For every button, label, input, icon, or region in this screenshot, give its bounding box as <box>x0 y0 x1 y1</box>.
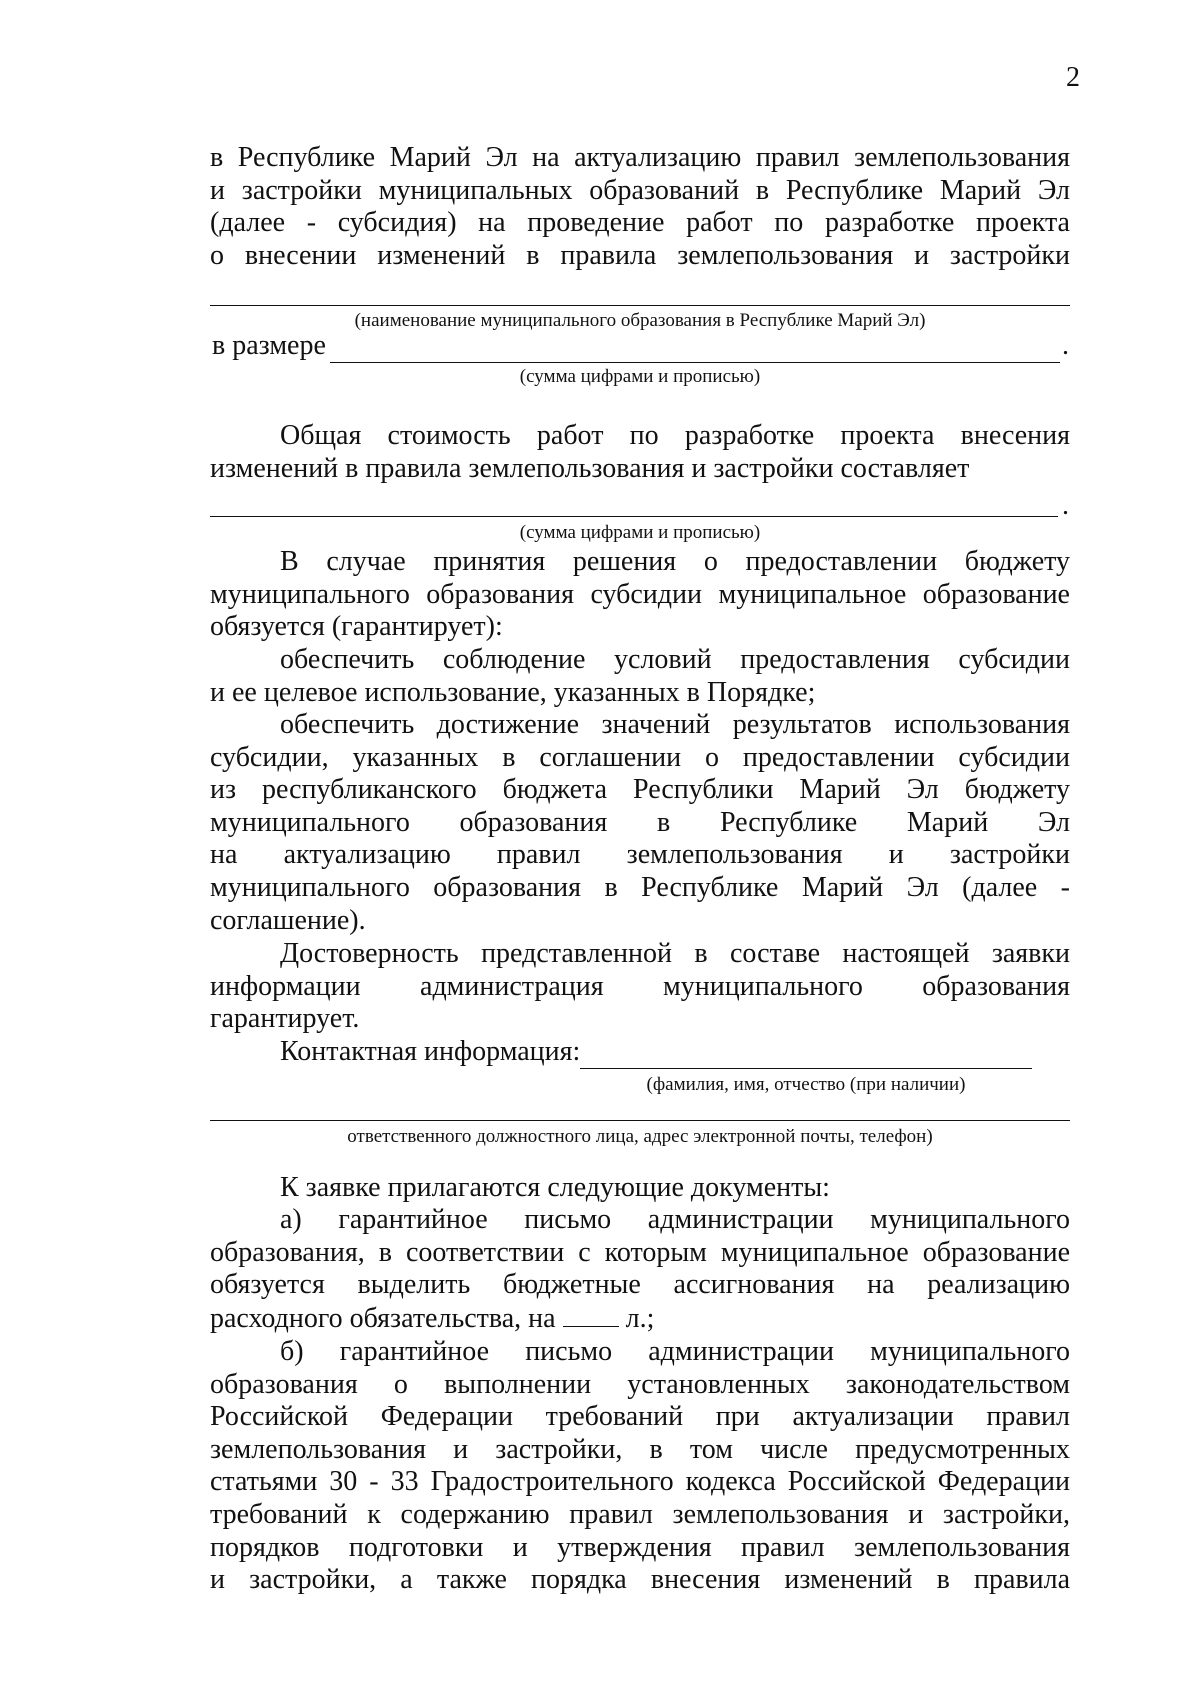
text-line: на актуализацию правил землепользования и застройки <box>210 839 1070 871</box>
text-line: муниципального образования в Республике Марий Эл <box>210 806 1070 838</box>
attachment-item-a <box>210 1204 1070 1335</box>
text-line: муниципального образования субсидии муниципальное образование <box>210 578 1070 610</box>
text-line: обязуется (гарантирует): <box>210 611 503 643</box>
total-period: . <box>1062 490 1069 521</box>
amount-label: в размере <box>212 330 326 361</box>
text-line: образования, в соответствии с которым муниципальное образование <box>210 1236 1070 1268</box>
text-line: порядков подготовки и утверждения правил землепользования <box>210 1531 1070 1563</box>
intro-paragraph <box>210 142 1070 272</box>
text-line: обязуется выделить бюджетные ассигнования на реализацию <box>210 1269 1070 1301</box>
text-line: субсидии, указанных в соглашении о предоставлении субсидии <box>210 741 1070 773</box>
text-line: землепользования и застройки, в том числе предусмотренных <box>210 1433 1070 1465</box>
case-paragraph <box>210 546 1070 644</box>
text-line: о внесении изменений в правила землепользования и застройки <box>210 239 1070 271</box>
text-line: и застройки муниципальных образований в Республике Марий Эл <box>210 174 1070 206</box>
text-line: и ее целевое использование, указанных в Порядке; <box>210 676 816 708</box>
text-line: статьями 30 - 33 Градостроительного кодекса Российской Федерации <box>210 1466 1070 1498</box>
amount-period: . <box>1062 330 1069 361</box>
attachments-intro <box>210 1172 1070 1205</box>
ensure-results-paragraph <box>210 709 1070 937</box>
total-cost-paragraph <box>210 420 1070 485</box>
text-line: В случае принятия решения о предоставлении бюджету <box>280 546 1070 577</box>
blank-line-municipality <box>210 305 1070 306</box>
text-line: Российской Федерации требований при актуализации правил <box>210 1401 1070 1433</box>
text-line: требований к содержанию правил землепользования и застройки, <box>210 1498 1070 1530</box>
text-fragment: л.; <box>618 1302 655 1334</box>
blank-line-official <box>210 1120 1070 1121</box>
contact-label: Контактная информация: <box>280 1036 581 1067</box>
text-line: обеспечить соблюдение условий предоставления субсидии <box>280 644 1070 675</box>
text-line: из республиканского бюджета Республики Марий Эл бюджету <box>210 774 1070 806</box>
text-line: (далее - субсидия) на проведение работ по разработке проекта <box>210 207 1070 239</box>
text-line: Общая стоимость работ по разработке проекта внесения <box>280 420 1070 451</box>
blank-line-contact <box>580 1068 1032 1069</box>
caption-municipality: (наименование муниципального образования в Республике Марий Эл) <box>354 310 926 331</box>
page-number: 2 <box>1066 62 1080 93</box>
attachment-item-b <box>210 1336 1070 1597</box>
text-line: изменений в правила землепользования и застройки составляет <box>210 452 970 484</box>
blank-pages-field <box>563 1302 619 1327</box>
text-line: и застройки, а также порядка внесения изменений в правила <box>210 1564 1070 1596</box>
ensure-conditions-paragraph <box>210 644 1070 709</box>
text-line: обеспечить достижение значений результатов использования <box>280 709 1070 740</box>
text-line: а) гарантийное письмо администрации муниципального <box>280 1204 1070 1235</box>
caption-sum: (сумма цифрами и прописью) <box>519 366 761 387</box>
text-line: гарантирует. <box>210 1003 360 1035</box>
caption-official: ответственного должностного лица, адрес электронной почты, телефон) <box>347 1126 933 1147</box>
reliability-paragraph <box>210 938 1070 1036</box>
text-line: информации администрация муниципального образования <box>210 970 1070 1002</box>
caption-sum: (сумма цифрами и прописью) <box>519 522 761 543</box>
text-line: в Республике Марий Эл на актуализацию правил землепользования <box>210 142 1070 173</box>
text-line: образования о выполнении установленных законодательством <box>210 1368 1070 1400</box>
text-line: б) гарантийное письмо администрации муниципального <box>280 1336 1070 1367</box>
blank-line-amount <box>330 362 1060 363</box>
blank-line-total-cost <box>210 516 1058 517</box>
text-line: К заявке прилагаются следующие документы: <box>280 1172 830 1203</box>
text-line: соглашение). <box>210 904 366 936</box>
caption-fio: (фамилия, имя, отчество (при наличии) <box>646 1074 966 1095</box>
text-line: муниципального образования в Республике Марий Эл (далее - <box>210 871 1070 903</box>
text-line <box>210 1302 1070 1336</box>
text-fragment: расходного обязательства, на <box>210 1302 563 1334</box>
text-line: Достоверность представленной в составе настоящей заявки <box>280 938 1070 969</box>
